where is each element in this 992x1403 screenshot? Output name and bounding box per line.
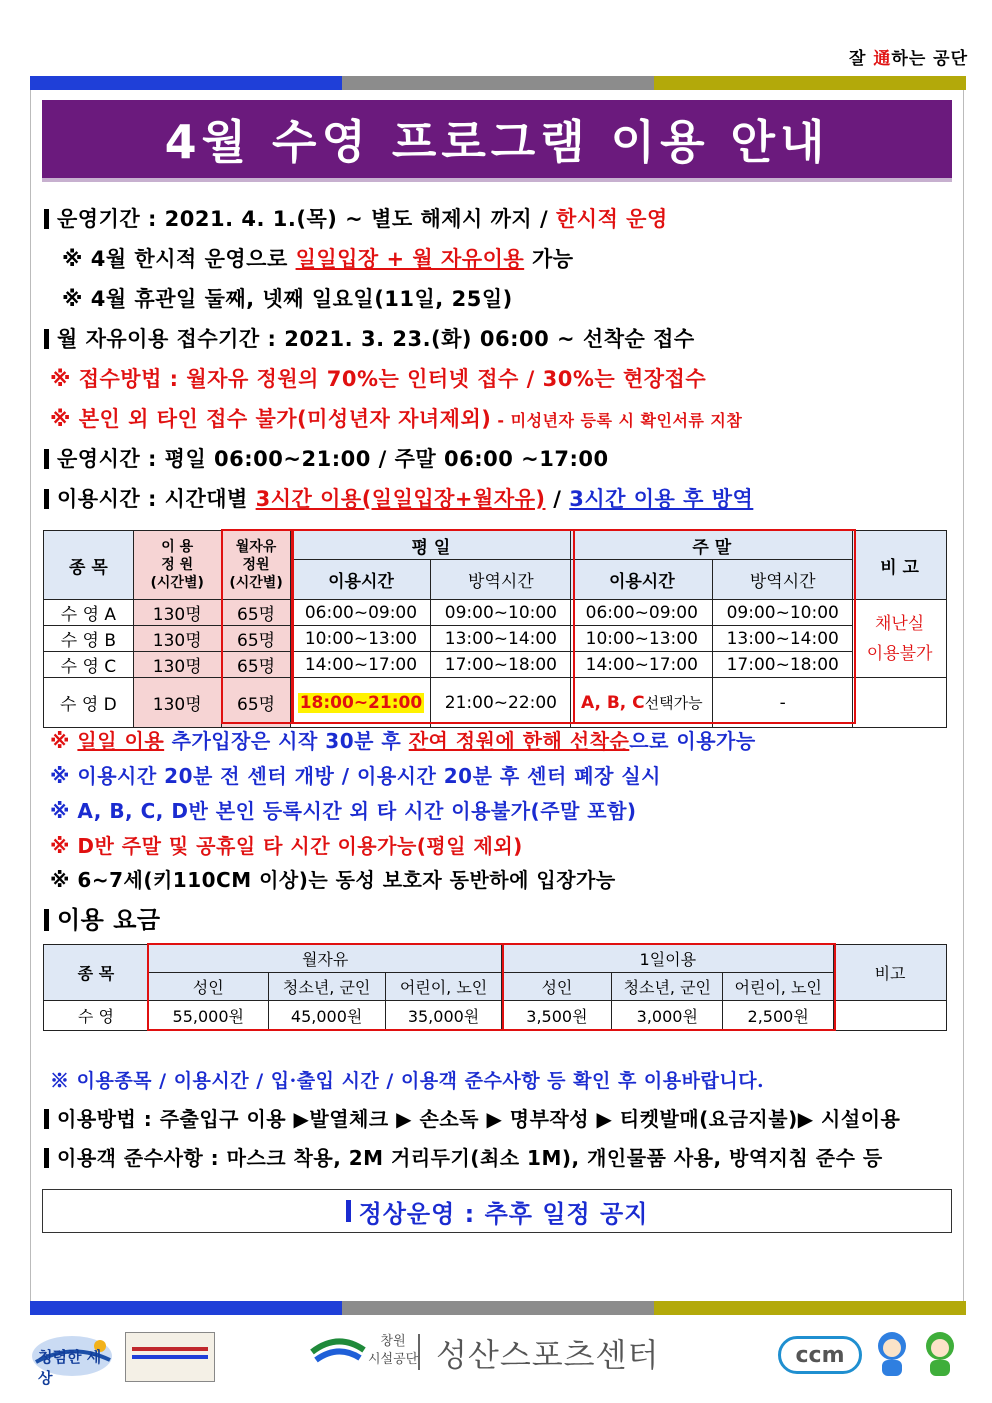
row-note: 채난실 이용불가 xyxy=(853,600,947,678)
normal-operation-notice: 정상운영 : 추후 일정 공지 xyxy=(42,1189,952,1233)
row-weekday-disinfect: 17:00~18:00 xyxy=(431,652,571,678)
fee-sub-header: 성인 xyxy=(148,973,268,1001)
header-monthly: 월자유 정원 (시간별) xyxy=(221,531,291,600)
row-weekday-use: 06:00~09:00 xyxy=(291,600,431,626)
fee-note xyxy=(834,1001,947,1031)
fee-value: 55,000원 xyxy=(148,1001,268,1031)
header-weekend-use: 이용시간 xyxy=(571,560,713,600)
april-note-line: ※ 4월 한시적 운영으로 일일입장 + 월 자유이용 가능 xyxy=(62,247,574,271)
ccm-logo-text: ccm xyxy=(795,1342,845,1368)
fee-value: 45,000원 xyxy=(268,1001,385,1031)
table-row xyxy=(44,652,947,678)
logo-divider xyxy=(418,1334,420,1370)
row-weekend-use: 14:00~17:00 xyxy=(571,652,713,678)
fee-value: 2,500원 xyxy=(723,1001,834,1031)
fee-sub-header: 성인 xyxy=(502,973,612,1001)
rules-line: 이용객 준수사항 : 마스크 착용, 2M 거리두기(최소 1M), 개인물품 사용, 방역지침 준수 등 xyxy=(44,1142,883,1171)
row-weekend-disinfect: 17:00~18:00 xyxy=(713,652,853,678)
row-monthly: 65명 xyxy=(221,652,291,678)
fee-header-item: 종 목 xyxy=(44,945,149,1001)
row-weekend-use: 10:00~13:00 xyxy=(571,626,713,652)
fee-table xyxy=(43,944,947,1031)
period-line: 운영기간 : 2021. 4. 1.(목) ~ 별도 해제시 까지 / 한시적 운영 xyxy=(44,203,668,233)
header-weekend-disinfect: 방역시간 xyxy=(713,560,853,600)
registration-line: 월 자유이용 접수기간 : 2021. 3. 23.(화) 06:00 ~ 선착순 접수 xyxy=(44,323,695,353)
fee-header-note: 비고 xyxy=(834,945,947,1001)
page-title: 4월 수영 프로그램 이용 안내 xyxy=(164,115,830,169)
row-weekend-disinfect: 09:00~10:00 xyxy=(713,600,853,626)
header-capacity: 이 용 정 원 (시간별) xyxy=(133,531,221,600)
row-weekday-disinfect: 09:00~10:00 xyxy=(431,600,571,626)
header-note: 비 고 xyxy=(853,531,947,600)
usage-method-line: 이용방법 : 주출입구 이용 ▶발열체크 ▶ 손소독 ▶ 명부작성 ▶ 티켓발매(요금지불)▶ 시설이용 xyxy=(44,1103,900,1132)
row-item: 수 영 B xyxy=(44,626,134,652)
row-monthly: 65명 xyxy=(221,678,291,728)
note-open-close: ※ 이용시간 20분 전 센터 개방 / 이용시간 20분 후 센터 폐장 실시 xyxy=(50,764,662,788)
fee-header-daily: 1일이용 xyxy=(502,945,834,973)
integrity-logo xyxy=(30,1332,114,1387)
proxy-line: ※ 본인 외 타인 접수 불가(미성년자 자녀제외) - 미성년자 등록 시 확인서류 지참 xyxy=(50,407,743,431)
changwon-logo-text: 창원 시설공단 xyxy=(368,1334,419,1367)
schedule-table xyxy=(43,530,947,728)
usage-time-line: 이용시간 : 시간대별 3시간 이용(일일입장+월자유) / 3시간 이용 후 방역 xyxy=(44,483,753,513)
row-weekend-disinfect: - xyxy=(713,678,853,728)
header-weekend: 주 말 xyxy=(571,531,853,560)
header-weekday: 평 일 xyxy=(291,531,571,560)
fee-sub-header: 어린이, 노인 xyxy=(385,973,502,1001)
method-line: ※ 접수방법 : 월자유 정원의 70%는 인터넷 접수 / 30%는 현장접수 xyxy=(50,367,707,391)
fee-value: 3,500원 xyxy=(502,1001,612,1031)
fee-value: 3,000원 xyxy=(612,1001,723,1031)
mascot-green-icon xyxy=(918,1328,962,1380)
row-weekday-disinfect: 13:00~14:00 xyxy=(431,626,571,652)
row-monthly: 65명 xyxy=(221,600,291,626)
row-monthly: 65명 xyxy=(221,626,291,652)
table-row xyxy=(44,626,947,652)
note-daily: ※ 일일 이용 추가입장은 시작 30분 후 잔여 정원에 한해 선착순으로 이용가능 xyxy=(50,729,756,753)
fee-heading: 이용 요금 xyxy=(44,900,161,935)
fee-value: 35,000원 xyxy=(385,1001,502,1031)
row-item: 수 영 A xyxy=(44,600,134,626)
fee-sub-header: 청소년, 군인 xyxy=(612,973,723,1001)
header-item: 종 목 xyxy=(44,531,134,600)
mascot-blue-icon xyxy=(870,1328,914,1380)
row-item: 수 영 D xyxy=(44,678,134,728)
operating-hours-line: 운영시간 : 평일 06:00~21:00 / 주말 06:00 ~17:00 xyxy=(44,443,609,473)
header-weekday-use: 이용시간 xyxy=(291,560,431,600)
note-d-weekend: ※ D반 주말 및 공휴일 타 시간 이용가능(평일 제외) xyxy=(50,834,523,858)
header-weekday-disinfect: 방역시간 xyxy=(431,560,571,600)
table-row xyxy=(44,1001,947,1031)
row-capacity: 130명 xyxy=(133,600,221,626)
tagline: 잘 通하는 공단 xyxy=(849,49,968,69)
note-abcd: ※ A, B, C, D반 본인 등록시간 외 타 시간 이용불가(주말 포함) xyxy=(50,799,637,823)
certificate-badge-icon xyxy=(125,1332,215,1382)
row-weekend-use: A, B, C선택가능 xyxy=(571,678,713,728)
changwon-logo-icon xyxy=(308,1330,368,1372)
row-item: 수 영 C xyxy=(44,652,134,678)
row-capacity: 130명 xyxy=(133,652,221,678)
row-weekday-use: 18:00~21:00 xyxy=(291,678,431,728)
row-weekend-disinfect: 13:00~14:00 xyxy=(713,626,853,652)
bottom-color-bar xyxy=(30,1301,966,1315)
integrity-logo-text: 청렴한 세상 xyxy=(38,1348,102,1387)
closed-day-line: ※ 4월 휴관일 둘째, 넷째 일요일(11일, 25일) xyxy=(62,287,513,311)
top-color-bar xyxy=(30,76,966,90)
row-capacity: 130명 xyxy=(133,626,221,652)
row-weekday-disinfect: 21:00~22:00 xyxy=(431,678,571,728)
check-notice-line: ※ 이용종목 / 이용시간 / 입·출입 시간 / 이용객 준수사항 등 확인 후 이용바랍니다. xyxy=(50,1070,765,1092)
fee-sub-header: 청소년, 군인 xyxy=(268,973,385,1001)
fee-sub-header: 어린이, 노인 xyxy=(723,973,834,1001)
row-weekday-use: 14:00~17:00 xyxy=(291,652,431,678)
table-row xyxy=(44,600,947,626)
ccm-logo xyxy=(778,1336,862,1374)
center-name: 성산스포츠센터 xyxy=(436,1336,660,1374)
table-row xyxy=(44,678,947,728)
row-note-empty xyxy=(853,678,947,728)
fee-item: 수 영 xyxy=(44,1001,149,1031)
row-weekend-use: 06:00~09:00 xyxy=(571,600,713,626)
title-banner xyxy=(42,100,952,178)
row-weekday-use: 10:00~13:00 xyxy=(291,626,431,652)
row-capacity: 130명 xyxy=(133,678,221,728)
fee-header-monthly: 월자유 xyxy=(148,945,502,973)
note-children: ※ 6~7세(키110CM 이상)는 동성 보호자 동반하에 입장가능 xyxy=(50,868,616,892)
